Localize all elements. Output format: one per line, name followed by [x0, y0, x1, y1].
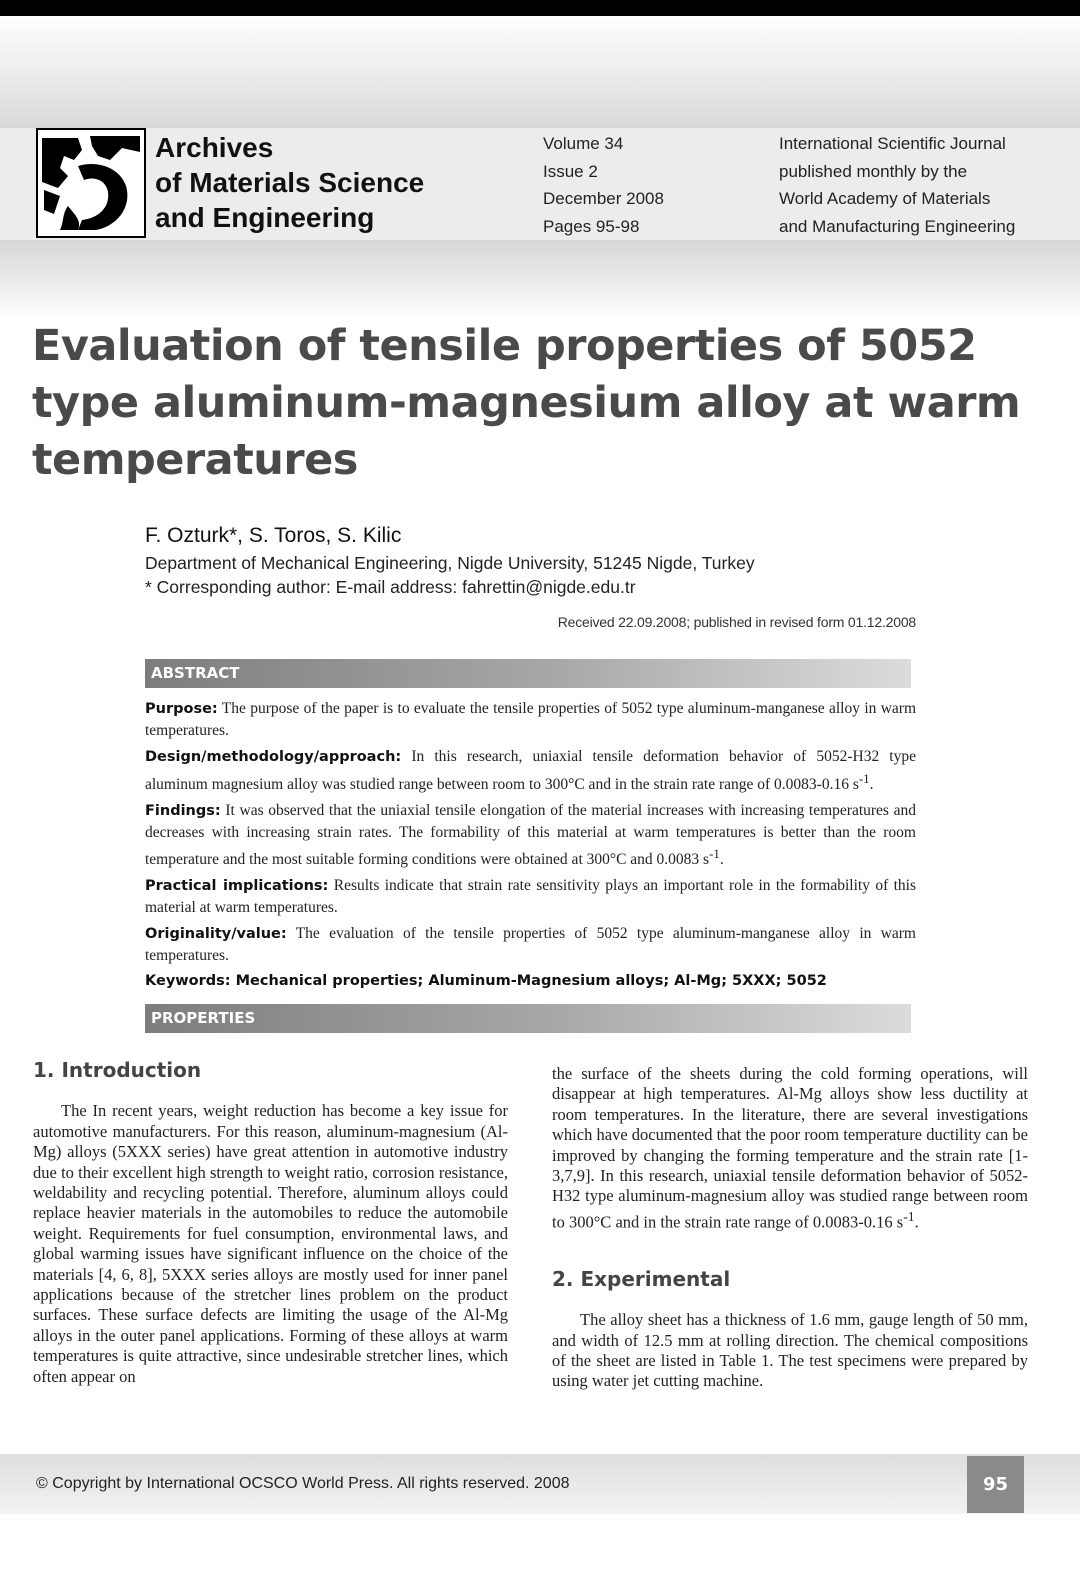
findings-end: . — [719, 851, 724, 869]
practical-text: Results indicate that strain rate sensitivity plays an important role in the formability of this material at warm temperatures. — [145, 877, 916, 917]
originality-text: The evaluation of the tensile properties of 5052 type aluminum-manganese alloy in warm temperatures. — [145, 925, 916, 965]
findings-label: Findings: — [145, 803, 221, 820]
issue: Issue 2 — [543, 161, 598, 181]
publisher-line: published monthly by the — [779, 161, 968, 181]
intro-heading: 1. Introduction — [33, 1058, 202, 1082]
journal-name — [155, 130, 424, 235]
received-date: Received 22.09.2008; published in revised form 01.12.2008 — [557, 614, 916, 630]
intro-continued-end: . — [914, 1212, 919, 1232]
header-gradient-bottom — [0, 240, 1080, 320]
page-number: 95 — [967, 1456, 1024, 1513]
journal-logo-icon — [38, 130, 144, 236]
publisher-line: World Academy of Materials — [779, 189, 991, 208]
journal-name-line: Archives — [155, 132, 274, 163]
keywords: Keywords: Mechanical properties; Aluminum-Magnesium alloys; Al-Mg; 5XXX; 5052 — [145, 973, 827, 990]
paper-title: Evaluation of tensile properties of 5052 type aluminum-magnesium alloy at warm temperatures — [32, 321, 1021, 485]
issue-info — [543, 130, 664, 240]
publisher-line: International Scientific Journal — [779, 134, 1006, 153]
intro-paragraph: The In recent years, weight reduction has become a key issue for automotive manufacturers. For this reason, aluminum-magnesium (Al-Mg) alloys (5XXX series) have great attention in automotive industry due to their excellent high strength to weight ratio, corrosion resistance, weldability and recycling potential. Therefore, aluminum alloys could replace heavier materials in the automobiles to reduce the automobile weight. Requirements for fuel consumption, environmental laws, and global warming issues have significant influence on the choice of the materials [4, 6, 8], 5XXX series alloys are mostly used for inner panel applications because of the stretcher lines problem on the product surfaces. These surface defects are limiting the usage of the Al-Mg alloys in the outer panel applications. Forming of these alloys at warm temperatures is quite attractive, since undesirable stretcher lines, which often appear on — [33, 1101, 508, 1386]
intro-continued-paragraph — [552, 1064, 1028, 1233]
properties-heading-bar — [145, 1004, 911, 1033]
purpose-label: Purpose: — [145, 701, 218, 717]
findings-sup: -1 — [709, 846, 720, 862]
abstract-design — [145, 746, 916, 795]
experimental-heading: 2. Experimental — [552, 1266, 731, 1291]
design-label: Design/methodology/approach: — [145, 749, 402, 765]
abstract-originality — [145, 923, 916, 966]
properties-heading: PROPERTIES — [151, 1009, 256, 1027]
volume: Volume 34 — [543, 134, 624, 153]
authors: F. Ozturk*, S. Toros, S. Kilic — [145, 524, 402, 547]
right-column — [552, 1064, 1028, 1392]
abstract-practical — [145, 875, 916, 918]
findings-text: It was observed that the uniaxial tensile elongation of the material increases with increasing temperatures and decreases with increasing strain rates. The formability of this material at warm temperatures is better than the room temperature and the most suitable forming conditions were obtained at 300°C and 0.0083 s — [145, 802, 916, 869]
intro-continued-text: the surface of the sheets during the cold forming operations, will disappear at high temperatures. Al-Mg alloys show less ductility at room temperatures. In the literature, there are several investigations which have documented that the poor room temperature ductility can be improved by changing the forming temperature and the strain rate [1-3,7,9]. In this research, uniaxial tensile deformation behavior of 5052-H32 type aluminum-magnesium alloy was studied range between room to 300°C and in the strain rate range of 0.0083-0.16 s — [552, 1064, 1028, 1232]
journal-logo — [36, 128, 146, 238]
design-end: . — [869, 776, 874, 794]
corresponding-author: * Corresponding author: E-mail address: fahrettin@nigde.edu.tr — [145, 577, 636, 597]
design-sup: -1 — [858, 771, 870, 786]
abstract-heading: ABSTRACT — [151, 664, 240, 682]
abstract-heading-bar — [145, 659, 911, 688]
experimental-paragraph: The alloy sheet has a thickness of 1.6 mm, gauge length of 50 mm, and width of 12.5 mm at rolling direction. The chemical compositions of the sheet are listed in Table 1. The test specimens were prepared by using water jet cutting machine. — [552, 1310, 1028, 1391]
abstract — [145, 698, 916, 997]
issue-date: December 2008 — [543, 189, 664, 208]
publisher-line: and Manufacturing Engineering — [779, 216, 1016, 236]
copyright: © Copyright by International OCSCO World Press. All rights reserved. 2008 — [36, 1475, 570, 1492]
pages: Pages 95-98 — [543, 216, 640, 236]
journal-name-line: of Materials Science — [155, 167, 425, 198]
top-black-bar — [0, 0, 1080, 16]
originality-label: Originality/value: — [145, 926, 287, 943]
header-gradient-top — [0, 16, 1080, 128]
abstract-findings — [145, 800, 916, 870]
purpose-text: The purpose of the paper is to evaluate the tensile properties of 5052 type aluminum-manganese alloy in warm temperatures. — [145, 700, 916, 739]
affiliation: Department of Mechanical Engineering, Nigde University, 51245 Nigde, Turkey — [145, 553, 755, 573]
design-text: In this research, uniaxial tensile deformation behavior of 5052-H32 type aluminum magnesium alloy was studied range between room to 300°C and in the strain rate range of 0.0083-0.16 s — [145, 748, 916, 794]
journal-name-line: and Engineering — [155, 202, 375, 233]
intro-continued-sup: -1 — [903, 1208, 915, 1224]
left-column — [33, 1060, 508, 1387]
abstract-purpose — [145, 698, 916, 741]
practical-label: Practical implications: — [145, 878, 329, 895]
publisher-info — [779, 130, 1015, 240]
